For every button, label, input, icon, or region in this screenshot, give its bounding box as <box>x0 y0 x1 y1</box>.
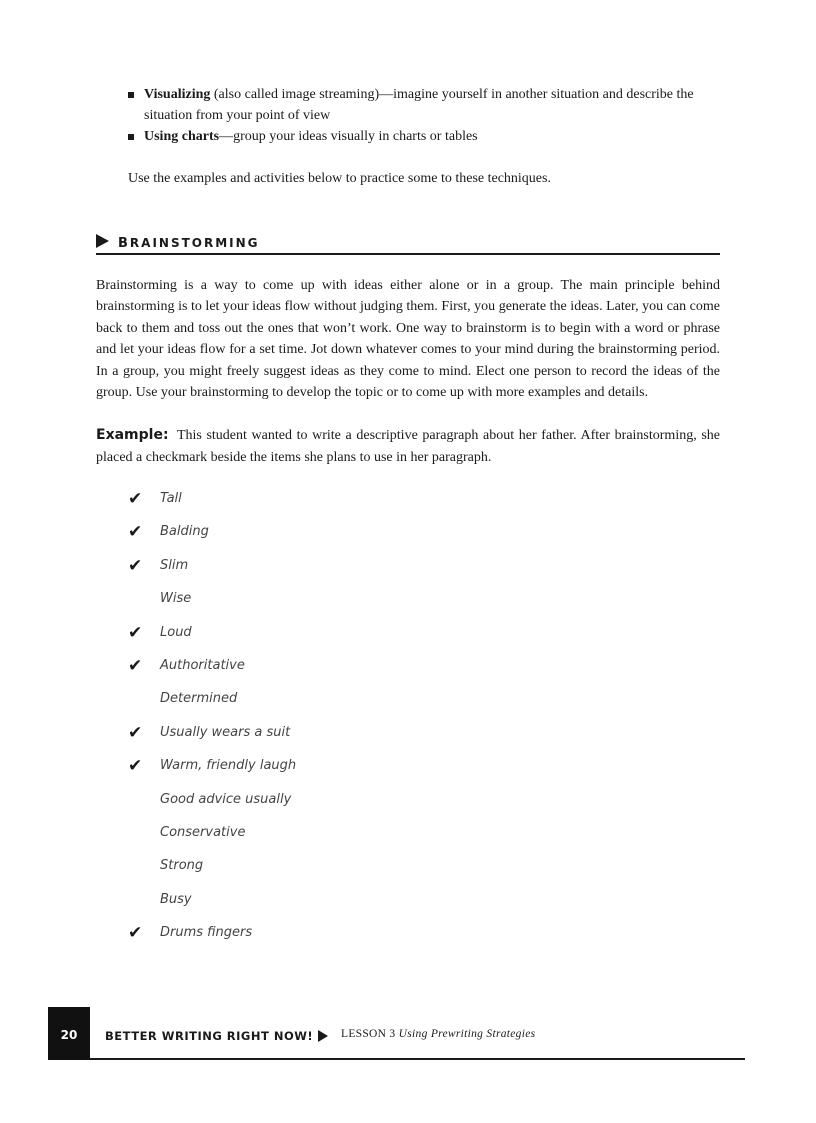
section-heading <box>96 229 720 255</box>
list-item-text: Loud <box>160 624 192 640</box>
square-bullet-icon <box>128 92 134 98</box>
list-item <box>128 755 428 788</box>
bullet-using-charts <box>128 126 728 147</box>
checkmark-icon: ✔ <box>128 756 143 777</box>
list-item-text: Tall <box>160 491 182 506</box>
lesson-label: LESSON 3 <box>341 1028 396 1040</box>
brainstorm-list <box>128 488 428 955</box>
list-item-text: Drums fingers <box>160 925 253 941</box>
list-item <box>128 555 428 588</box>
list-item <box>128 822 428 855</box>
book-title: BETTER WRITING RIGHT NOW! <box>105 1029 314 1043</box>
list-item-text: Conservative <box>160 824 246 840</box>
list-item-text: Determined <box>160 691 238 707</box>
list-item-text: Good advice usually <box>160 791 292 807</box>
checkmark-icon: ✔ <box>128 923 143 944</box>
list-item <box>128 521 428 554</box>
section-title: brainstorming <box>118 230 260 252</box>
list-item-text: Wise <box>160 591 192 607</box>
triangle-right-icon <box>96 234 109 248</box>
checkmark-icon: ✔ <box>128 522 143 543</box>
list-item <box>128 922 428 955</box>
list-item <box>128 789 428 822</box>
checkmark-icon: ✔ <box>128 722 143 743</box>
technique-bullet-list <box>128 84 728 147</box>
square-bullet-icon <box>128 134 134 140</box>
page-number: 20 <box>48 1007 90 1060</box>
example-paragraph <box>96 424 720 469</box>
list-item-text: Slim <box>160 557 189 573</box>
checkmark-icon: ✔ <box>128 655 143 676</box>
list-item-text: Strong <box>160 858 204 874</box>
lesson-title: Using Prewriting Strategies <box>398 1028 536 1040</box>
checkmark-icon: ✔ <box>128 489 143 509</box>
list-item-text: Warm, friendly laugh <box>160 758 297 774</box>
bullet-description: —group your ideas visually in charts or tables <box>219 129 478 144</box>
list-item <box>128 588 428 621</box>
page-footer <box>48 1007 745 1060</box>
list-item <box>128 889 428 922</box>
bullet-description: (also called image streaming)—imagine yourself in another situation and describe the situation from your point of view <box>144 87 694 123</box>
list-item-text: Usually wears a suit <box>160 724 291 740</box>
list-item-text: Balding <box>160 524 209 540</box>
bullet-term: Using charts <box>144 129 220 144</box>
brainstorming-paragraph: Brainstorming is a way to come up with ideas either alone or in a group. The main principle behind brainstorming is to let your ideas flow without judging them. First, you generate the ideas. Later, you can come back to them and toss out the ones that won’t work. One way to brainstorm is to begin with a word or phrase and let your ideas flow for a set time. Jot down whatever comes to your mind during the brainstorming period. In a group, you might freely suggest ideas as they come to mind. Elect one person to record the ideas of the group. Use your brainstorming to develop the topic or to come up with more examples and details. <box>96 278 720 401</box>
list-item-text: Busy <box>160 891 192 907</box>
checkmark-icon: ✔ <box>128 555 143 576</box>
checkmark-icon: ✔ <box>128 622 143 643</box>
list-item <box>128 855 428 888</box>
example-text: This student wanted to write a descriptive paragraph about her father. After brainstorming, she placed a checkmark beside the items she plans to use in her paragraph. <box>96 428 720 465</box>
list-item <box>128 688 428 721</box>
triangle-right-icon <box>318 1030 328 1042</box>
list-item <box>128 488 428 521</box>
list-item-text: Authoritative <box>160 657 245 673</box>
list-item <box>128 722 428 755</box>
bullet-visualizing <box>128 84 728 126</box>
intro-text: Use the examples and activities below to practice some to these techniques. <box>128 171 551 186</box>
list-item <box>128 622 428 655</box>
bullet-term: Visualizing <box>144 87 211 102</box>
list-item <box>128 655 428 688</box>
lesson-reference <box>341 1028 535 1040</box>
example-label: Example: <box>96 427 169 443</box>
